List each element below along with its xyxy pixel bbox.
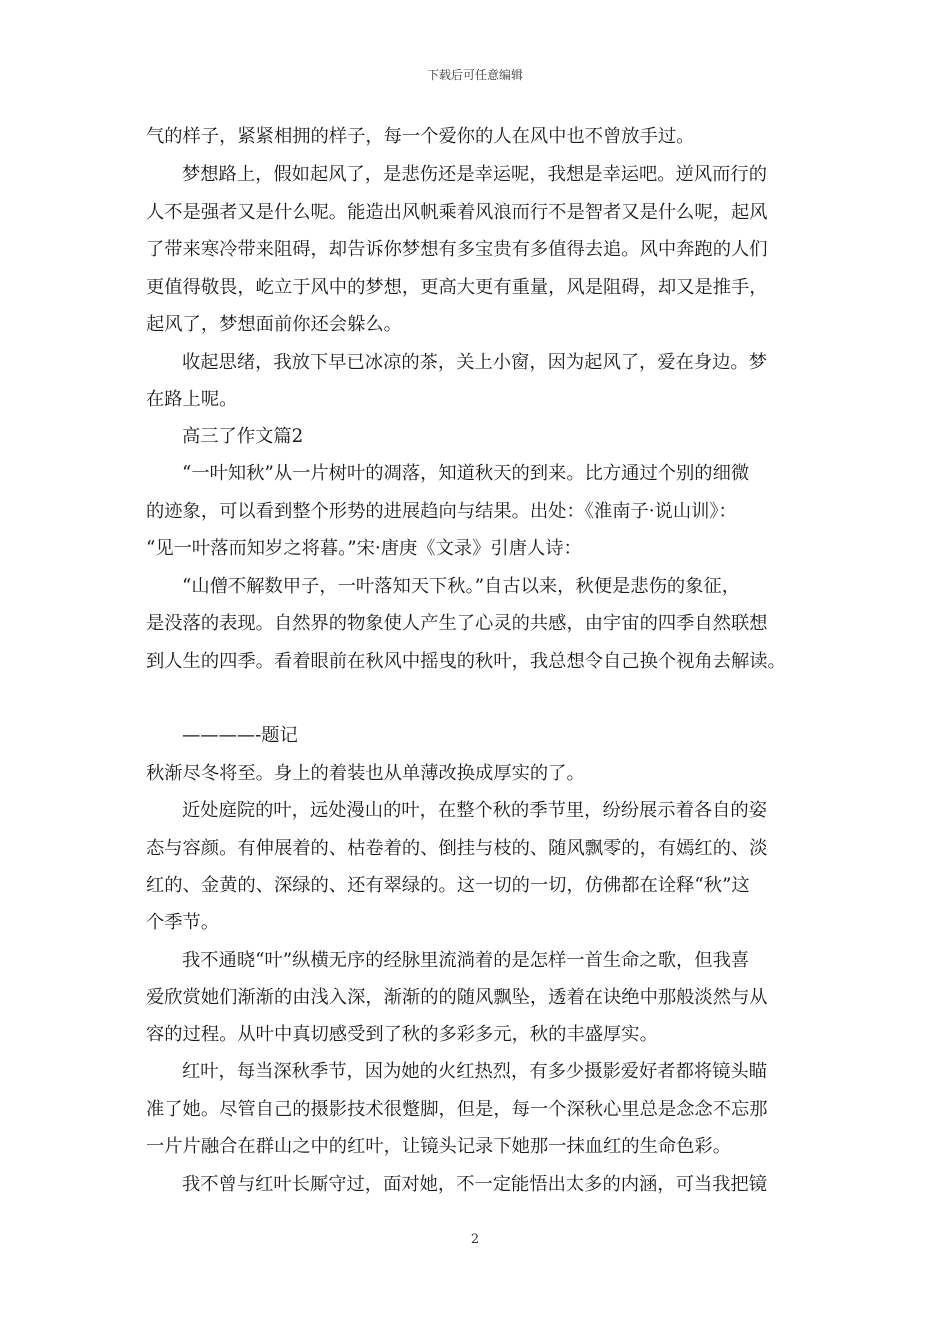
epigraph-attribution: ————-题记 <box>182 725 298 746</box>
text-line: 收起思绪，我放下早已冰凉的茶，关上小窗，因为起风了，爱在身边。梦 <box>182 352 767 373</box>
text-line: 近处庭院的叶，远处漫山的叶，在整个秋的季节里，纷纷展示着各自的姿 <box>182 800 767 821</box>
text-line: 我不通晓“叶”纵横无序的经脉里流淌着的是怎样一首生命之歌，但我喜 <box>182 950 750 971</box>
text-line: 到人生的四季。看着眼前在秋风中摇曳的秋叶，我总想令自己换个视角去解读。 <box>146 651 786 672</box>
text-line: 准了她。尽管自己的摄影技术很蹩脚，但是，每一个深秋心里总是念念不忘那 <box>146 1099 768 1120</box>
page-header: 下载后可任意编辑 <box>426 68 523 82</box>
text-line: 容的过程。从叶中真切感受到了秋的多彩多元，秋的丰盛厚实。 <box>146 1024 658 1045</box>
text-line: 人不是强者又是什么呢。能造出风帆乘着风浪而行不是智者又是什么呢，起风 <box>146 202 768 223</box>
text-line: 红的、金黄的、深绿的、还有翠绿的。这一切的一切，仿佛都在诠释“秋”这 <box>146 875 750 896</box>
text-line: 态与容颜。有伸展着的、枯卷着的、倒挂与枝的、随风飘零的，有嫣红的、淡 <box>146 838 768 859</box>
text-line: “山僧不解数甲子，一叶落知天下秋。”自古以来，秋便是悲伤的象征， <box>182 576 740 597</box>
text-line: 更值得敬畏，屹立于风中的梦想，更高大更有重量，风是阻碍，却又是推手， <box>146 277 768 298</box>
text-line: 梦想路上，假如起风了，是悲伤还是幸运呢，我想是幸运吧。逆风而行的 <box>182 164 767 185</box>
text-line: “见一叶落而知岁之将暮。”宋·唐庚《文录》引唐人诗： <box>146 538 582 559</box>
section-heading: 高三了作文篇2 <box>182 426 304 447</box>
text-line: 是没落的表现。自然界的物象使人产生了心灵的共感，由宇宙的四季自然联想 <box>146 613 768 634</box>
text-line: “一叶知秋”从一片树叶的凋落，知道秋天的到来。比方通过个别的细微 <box>182 463 750 484</box>
text-line: 在路上呢。 <box>146 389 238 410</box>
text-line: 的迹象，可以看到整个形势的进展趋向与结果。出处：《淮南子·说山训》： <box>146 501 737 522</box>
text-line: 秋渐尽冬将至。身上的着装也从单薄改换成厚实的了。 <box>146 763 585 784</box>
text-line: 爱欣赏她们渐渐的由浅入深，渐渐的的随风飘坠，透着在诀绝中那般淡然与从 <box>146 987 768 1008</box>
text-line: 我不曾与红叶长厮守过，面对她，不一定能悟出太多的内涵，可当我把镜 <box>182 1174 767 1195</box>
text-line: 红叶，每当深秋季节，因为她的火红热烈，有多少摄影爱好者都将镜头瞄 <box>182 1061 767 1082</box>
text-line: 了带来寒冷带来阻碍，却告诉你梦想有多宝贵有多值得去追。风中奔跑的人们 <box>146 239 768 260</box>
page-number: 2 <box>470 1232 480 1247</box>
text-line: 个季节。 <box>146 912 220 933</box>
text-line: 气的样子，紧紧相拥的样子，每一个爱你的人在风中也不曾放手过。 <box>146 126 695 147</box>
text-line: 起风了，梦想面前你还会躲么。 <box>146 314 402 335</box>
text-line: 一片片融合在群山之中的红叶，让镜头记录下她那一抹血红的生命色彩。 <box>146 1136 731 1157</box>
